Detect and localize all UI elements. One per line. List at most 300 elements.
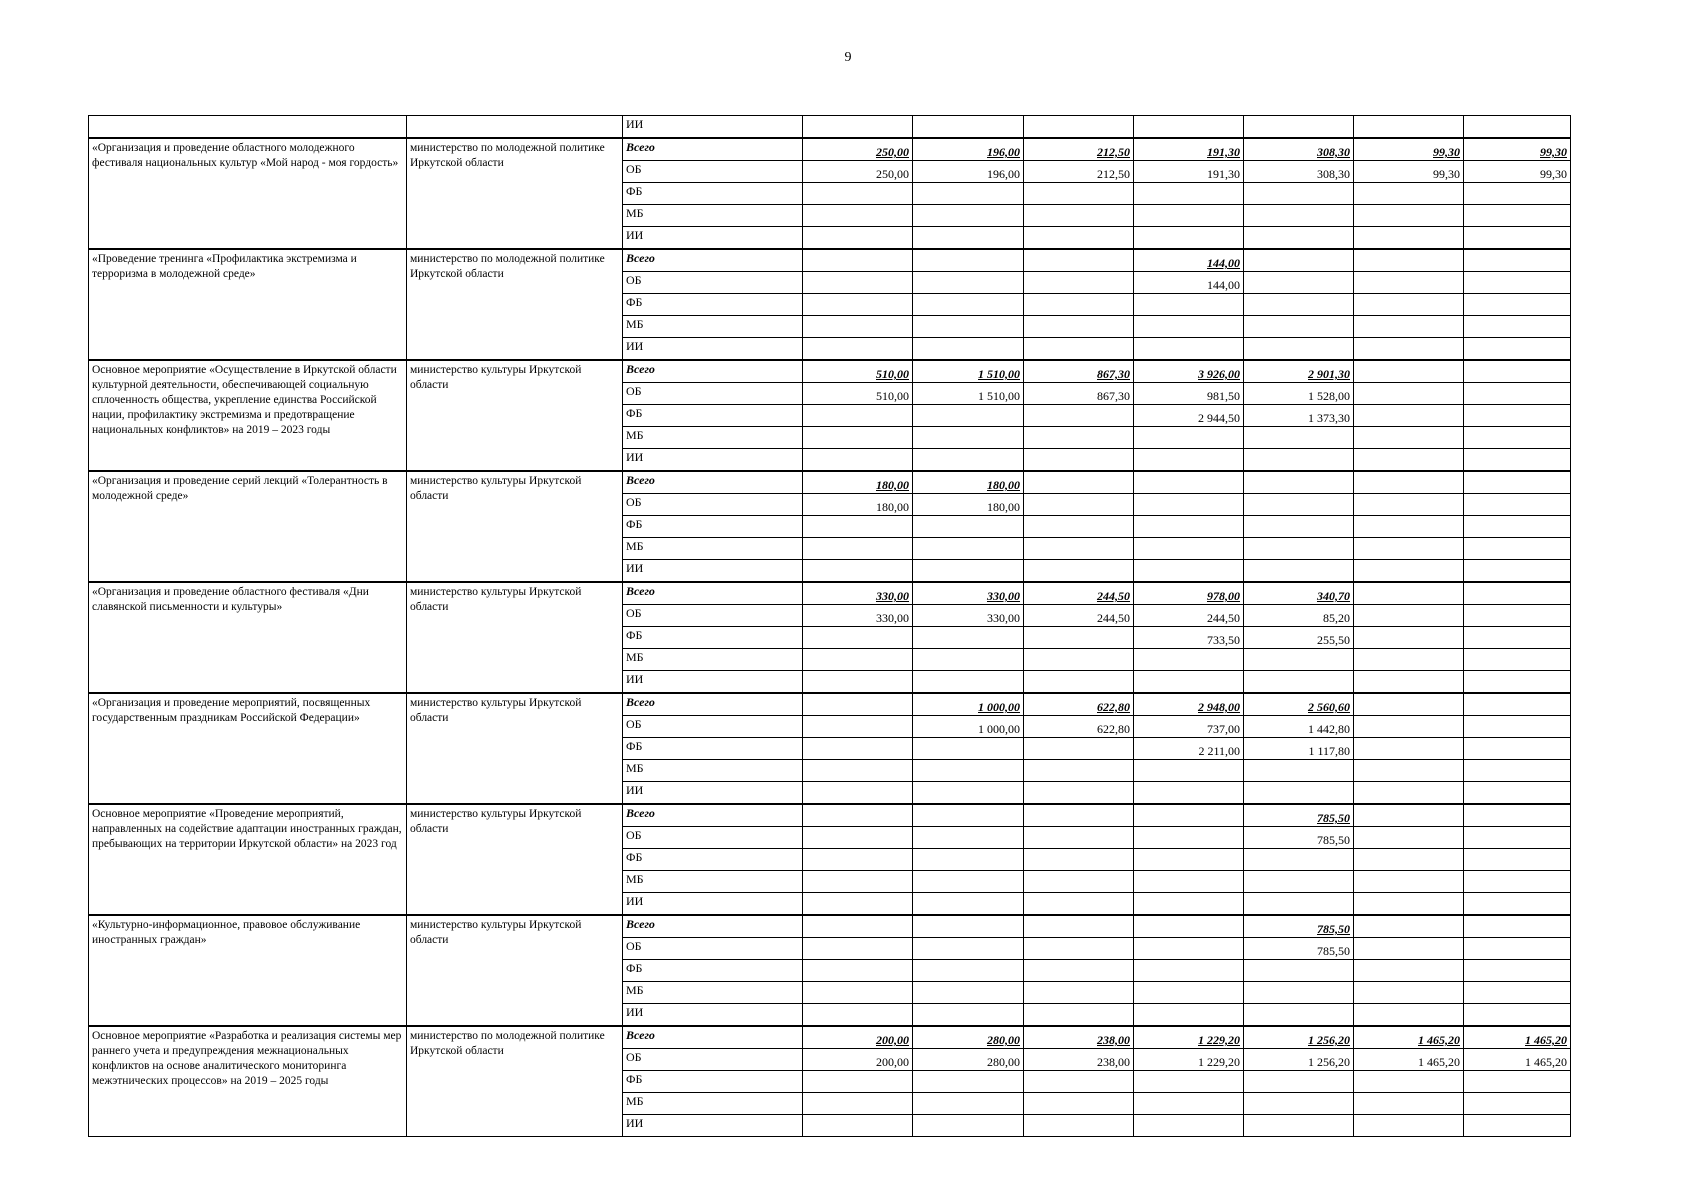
amount-cell (803, 627, 913, 649)
amount-cell (1354, 360, 1464, 383)
amount-cell (1464, 649, 1571, 671)
amount-cell (1024, 227, 1134, 250)
amount-cell: 1 256,20 (1244, 1026, 1354, 1049)
amount-cell (1244, 427, 1354, 449)
amount-cell (913, 405, 1024, 427)
amount-cell: 733,50 (1134, 627, 1244, 649)
amount-cell (1464, 849, 1571, 871)
amount-cell (1464, 1071, 1571, 1093)
amount-cell (1354, 938, 1464, 960)
funding-source-cell: ИИ (623, 338, 803, 361)
table-row (89, 249, 1571, 272)
amount-cell (1024, 804, 1134, 827)
amount-cell (1464, 782, 1571, 805)
amount-cell (803, 272, 913, 294)
amount-cell: 785,50 (1244, 804, 1354, 827)
amount-cell (1464, 804, 1571, 827)
amount-cell (1464, 338, 1571, 361)
amount-cell (913, 960, 1024, 982)
amount-cell (1354, 693, 1464, 716)
amount-cell (1354, 849, 1464, 871)
amount-cell: 180,00 (913, 471, 1024, 494)
amount-cell: 200,00 (803, 1026, 913, 1049)
amount-cell (803, 915, 913, 938)
amount-cell (1354, 760, 1464, 782)
amount-cell: 144,00 (1134, 272, 1244, 294)
amount-cell (1134, 671, 1244, 694)
amount-cell (1464, 449, 1571, 472)
amount-cell: 622,80 (1024, 716, 1134, 738)
funding-source-cell: ИИ (623, 449, 803, 472)
continuation-value-cell (1024, 116, 1134, 139)
amount-cell (913, 893, 1024, 916)
funding-source-cell: ФБ (623, 960, 803, 982)
amount-cell (1354, 982, 1464, 1004)
amount-cell (1134, 938, 1244, 960)
amount-cell (1244, 893, 1354, 916)
amount-cell: 978,00 (1134, 582, 1244, 605)
amount-cell (1464, 294, 1571, 316)
amount-cell (1464, 183, 1571, 205)
amount-cell (1244, 205, 1354, 227)
amount-cell (913, 294, 1024, 316)
amount-cell: 340,70 (1244, 582, 1354, 605)
amount-cell (1244, 227, 1354, 250)
funding-source-cell: Всего (623, 249, 803, 272)
funding-source-cell: МБ (623, 1093, 803, 1115)
amount-cell (803, 871, 913, 893)
amount-cell (1464, 605, 1571, 627)
amount-cell: 510,00 (803, 360, 913, 383)
amount-cell (1134, 205, 1244, 227)
table-row (89, 1026, 1571, 1049)
amount-cell (803, 982, 913, 1004)
funding-source-cell: ИИ (623, 671, 803, 694)
amount-cell: 2 560,60 (1244, 693, 1354, 716)
funding-source-cell: ФБ (623, 516, 803, 538)
amount-cell (1244, 671, 1354, 694)
amount-cell (1354, 227, 1464, 250)
event-title-cell: Основное мероприятие «Проведение мероприятий, направленных на содействие адаптации иностранных граждан, пребывающих на территории Иркутской области» на 2023 год (89, 804, 407, 915)
event-title-cell: «Организация и проведение областного молодежного фестиваля национальных культур «Мой народ - моя гордость» (89, 138, 407, 249)
amount-cell (1354, 205, 1464, 227)
amount-cell: 2 944,50 (1134, 405, 1244, 427)
funding-source-cell: ОБ (623, 1049, 803, 1071)
amount-cell (1464, 671, 1571, 694)
amount-cell (1354, 1093, 1464, 1115)
amount-cell (1134, 560, 1244, 583)
funding-source-cell: МБ (623, 427, 803, 449)
amount-cell (803, 538, 913, 560)
amount-cell (803, 405, 913, 427)
amount-cell (803, 804, 913, 827)
amount-cell (1024, 316, 1134, 338)
funding-source-cell: ФБ (623, 738, 803, 760)
amount-cell (1134, 538, 1244, 560)
amount-cell (1024, 982, 1134, 1004)
amount-cell (1024, 516, 1134, 538)
amount-cell (1464, 1004, 1571, 1027)
amount-cell (1354, 471, 1464, 494)
amount-cell: 1 510,00 (913, 360, 1024, 383)
amount-cell: 330,00 (803, 605, 913, 627)
amount-cell (1354, 627, 1464, 649)
amount-cell (913, 849, 1024, 871)
amount-cell (913, 938, 1024, 960)
executor-cell: министерство культуры Иркутской области (407, 915, 623, 1026)
funding-source-cell: ОБ (623, 494, 803, 516)
amount-cell (1134, 782, 1244, 805)
amount-cell (1134, 849, 1244, 871)
table-row (89, 360, 1571, 383)
amount-cell: 180,00 (803, 471, 913, 494)
amount-cell (1134, 471, 1244, 494)
amount-cell (803, 893, 913, 916)
amount-cell (1024, 471, 1134, 494)
amount-cell: 330,00 (913, 582, 1024, 605)
amount-cell (1134, 494, 1244, 516)
funding-source-cell: ФБ (623, 849, 803, 871)
amount-cell: 1 465,20 (1354, 1026, 1464, 1049)
amount-cell (1024, 405, 1134, 427)
table-row (89, 471, 1571, 494)
amount-cell (913, 671, 1024, 694)
amount-cell (1354, 671, 1464, 694)
amount-cell (1354, 1115, 1464, 1137)
amount-cell (1354, 1004, 1464, 1027)
funding-source-cell: ОБ (623, 716, 803, 738)
continuation-value-cell (1244, 116, 1354, 139)
event-title-cell: «Проведение тренинга «Профилактика экстремизма и терроризма в молодежной среде» (89, 249, 407, 360)
table-row (89, 804, 1571, 827)
amount-cell (1464, 272, 1571, 294)
amount-cell (1354, 893, 1464, 916)
continuation-value-cell (1354, 116, 1464, 139)
amount-cell (1354, 427, 1464, 449)
amount-cell: 180,00 (913, 494, 1024, 516)
funding-source-cell: Всего (623, 582, 803, 605)
amount-cell (913, 782, 1024, 805)
amount-cell (803, 205, 913, 227)
amount-cell (1244, 449, 1354, 472)
amount-cell (803, 716, 913, 738)
amount-cell (1244, 1004, 1354, 1027)
executor-cell: министерство культуры Иркутской области (407, 471, 623, 582)
amount-cell (1464, 427, 1571, 449)
amount-cell (1464, 316, 1571, 338)
amount-cell (1134, 893, 1244, 916)
amount-cell (1354, 294, 1464, 316)
funding-source-cell: ОБ (623, 383, 803, 405)
continuation-executor-cell (407, 116, 623, 139)
amount-cell: 200,00 (803, 1049, 913, 1071)
amount-cell (1464, 982, 1571, 1004)
amount-cell (913, 1071, 1024, 1093)
amount-cell: 785,50 (1244, 827, 1354, 849)
amount-cell: 330,00 (913, 605, 1024, 627)
amount-cell (1464, 205, 1571, 227)
budget-table (88, 115, 1571, 1137)
amount-cell (1024, 960, 1134, 982)
funding-source-cell: Всего (623, 693, 803, 716)
funding-source-cell: МБ (623, 982, 803, 1004)
amount-cell: 244,50 (1024, 605, 1134, 627)
amount-cell (1244, 871, 1354, 893)
funding-source-cell: ФБ (623, 405, 803, 427)
funding-source-cell: Всего (623, 804, 803, 827)
amount-cell (1464, 582, 1571, 605)
amount-cell (1244, 760, 1354, 782)
amount-cell (1464, 915, 1571, 938)
amount-cell: 1 442,80 (1244, 716, 1354, 738)
amount-cell (1464, 893, 1571, 916)
amount-cell (913, 1093, 1024, 1115)
amount-cell (1354, 716, 1464, 738)
amount-cell (913, 183, 1024, 205)
funding-source-cell: МБ (623, 760, 803, 782)
amount-cell (803, 449, 913, 472)
amount-cell (913, 227, 1024, 250)
amount-cell: 99,30 (1464, 138, 1571, 161)
funding-source-cell: МБ (623, 871, 803, 893)
amount-cell (1354, 449, 1464, 472)
funding-source-cell: ФБ (623, 1071, 803, 1093)
amount-cell: 867,30 (1024, 383, 1134, 405)
amount-cell (1244, 1071, 1354, 1093)
amount-cell (913, 538, 1024, 560)
funding-source-cell: Всего (623, 1026, 803, 1049)
amount-cell: 622,80 (1024, 693, 1134, 716)
funding-source-cell: ОБ (623, 938, 803, 960)
amount-cell (1134, 427, 1244, 449)
amount-cell: 196,00 (913, 161, 1024, 183)
table-row (89, 693, 1571, 716)
amount-cell: 785,50 (1244, 915, 1354, 938)
amount-cell: 2 901,30 (1244, 360, 1354, 383)
table-body (89, 116, 1571, 1137)
amount-cell: 1 000,00 (913, 693, 1024, 716)
amount-cell: 255,50 (1244, 627, 1354, 649)
amount-cell (1464, 716, 1571, 738)
amount-cell (1024, 738, 1134, 760)
amount-cell (913, 272, 1024, 294)
amount-cell (1354, 738, 1464, 760)
amount-cell: 99,30 (1354, 138, 1464, 161)
amount-cell (1024, 538, 1134, 560)
event-title-cell: «Культурно-информационное, правовое обслуживание иностранных граждан» (89, 915, 407, 1026)
amount-cell (1354, 272, 1464, 294)
amount-cell (803, 1115, 913, 1137)
amount-cell (1134, 871, 1244, 893)
amount-cell: 212,50 (1024, 138, 1134, 161)
funding-source-cell: Всего (623, 138, 803, 161)
amount-cell (1464, 871, 1571, 893)
funding-source-cell: ИИ (623, 1115, 803, 1137)
amount-cell (1464, 1093, 1571, 1115)
amount-cell (1244, 471, 1354, 494)
amount-cell (1244, 782, 1354, 805)
amount-cell: 244,50 (1024, 582, 1134, 605)
amount-cell (1244, 249, 1354, 272)
amount-cell (803, 1004, 913, 1027)
amount-cell (1244, 649, 1354, 671)
funding-source-cell: ИИ (623, 893, 803, 916)
amount-cell (913, 915, 1024, 938)
amount-cell (1464, 693, 1571, 716)
amount-cell: 785,50 (1244, 938, 1354, 960)
amount-cell (803, 338, 913, 361)
amount-cell (913, 560, 1024, 583)
amount-cell (913, 516, 1024, 538)
event-title-cell: Основное мероприятие «Разработка и реализация системы мер раннего учета и предупреждения межнациональных конфликтов на основе аналитического мониторинга межэтнических процессов» на 2019 – 2025 годы (89, 1026, 407, 1137)
amount-cell (1244, 316, 1354, 338)
continuation-code-cell: ИИ (623, 116, 803, 139)
amount-cell (1244, 538, 1354, 560)
amount-cell: 330,00 (803, 582, 913, 605)
funding-source-cell: ОБ (623, 827, 803, 849)
amount-cell: 981,50 (1134, 383, 1244, 405)
amount-cell (1244, 338, 1354, 361)
amount-cell (1024, 760, 1134, 782)
amount-cell (1024, 1115, 1134, 1137)
amount-cell (1134, 227, 1244, 250)
amount-cell (803, 738, 913, 760)
amount-cell (803, 938, 913, 960)
amount-cell (1464, 738, 1571, 760)
amount-cell: 250,00 (803, 138, 913, 161)
amount-cell (803, 316, 913, 338)
amount-cell (1354, 605, 1464, 627)
executor-cell: министерство по молодежной политике Иркутской области (407, 249, 623, 360)
amount-cell: 2 211,00 (1134, 738, 1244, 760)
amount-cell (1134, 649, 1244, 671)
amount-cell: 1 510,00 (913, 383, 1024, 405)
amount-cell (1464, 1115, 1571, 1137)
amount-cell (913, 627, 1024, 649)
amount-cell: 191,30 (1134, 161, 1244, 183)
amount-cell (803, 560, 913, 583)
amount-cell (1024, 849, 1134, 871)
amount-cell (913, 871, 1024, 893)
amount-cell (1244, 982, 1354, 1004)
amount-cell (1354, 1071, 1464, 1093)
amount-cell: 1 229,20 (1134, 1026, 1244, 1049)
funding-source-cell: ОБ (623, 272, 803, 294)
amount-cell: 510,00 (803, 383, 913, 405)
amount-cell (803, 516, 913, 538)
amount-cell (803, 183, 913, 205)
page-number: 9 (844, 50, 852, 65)
amount-cell (1024, 183, 1134, 205)
amount-cell (1244, 183, 1354, 205)
continuation-value-cell (1464, 116, 1571, 139)
amount-cell: 244,50 (1134, 605, 1244, 627)
amount-cell (1464, 938, 1571, 960)
funding-source-cell: МБ (623, 205, 803, 227)
amount-cell (1464, 471, 1571, 494)
amount-cell (1024, 671, 1134, 694)
amount-cell: 85,20 (1244, 605, 1354, 627)
amount-cell (803, 760, 913, 782)
amount-cell (1464, 227, 1571, 250)
amount-cell: 3 926,00 (1134, 360, 1244, 383)
amount-cell: 280,00 (913, 1049, 1024, 1071)
amount-cell (913, 982, 1024, 1004)
amount-cell: 1 465,20 (1464, 1026, 1571, 1049)
funding-source-cell: МБ (623, 538, 803, 560)
executor-cell: министерство культуры Иркутской области (407, 360, 623, 471)
amount-cell (913, 427, 1024, 449)
amount-cell (1464, 627, 1571, 649)
amount-cell (1134, 294, 1244, 316)
amount-cell (913, 1004, 1024, 1027)
amount-cell (1134, 960, 1244, 982)
amount-cell (913, 205, 1024, 227)
amount-cell: 212,50 (1024, 161, 1134, 183)
amount-cell: 238,00 (1024, 1026, 1134, 1049)
amount-cell (1134, 1115, 1244, 1137)
amount-cell (1024, 494, 1134, 516)
amount-cell: 1 229,20 (1134, 1049, 1244, 1071)
amount-cell (1024, 338, 1134, 361)
amount-cell (1244, 516, 1354, 538)
amount-cell (1024, 1004, 1134, 1027)
amount-cell (1354, 338, 1464, 361)
amount-cell (1464, 538, 1571, 560)
amount-cell (1024, 449, 1134, 472)
amount-cell (1024, 893, 1134, 916)
amount-cell (1354, 560, 1464, 583)
amount-cell (1024, 938, 1134, 960)
amount-cell (1464, 560, 1571, 583)
amount-cell (1354, 827, 1464, 849)
amount-cell (1024, 627, 1134, 649)
amount-cell (1354, 249, 1464, 272)
executor-cell: министерство культуры Иркутской области (407, 804, 623, 915)
continuation-value-cell (913, 116, 1024, 139)
amount-cell (1024, 649, 1134, 671)
amount-cell (1134, 982, 1244, 1004)
amount-cell (1024, 1093, 1134, 1115)
amount-cell (1024, 272, 1134, 294)
amount-cell (1354, 383, 1464, 405)
executor-cell: министерство культуры Иркутской области (407, 582, 623, 693)
event-title-cell: «Организация и проведение серий лекций «Толерантность в молодежной среде» (89, 471, 407, 582)
funding-source-cell: ФБ (623, 627, 803, 649)
amount-cell (1024, 871, 1134, 893)
event-title-cell: Основное мероприятие «Осуществление в Иркутской области культурной деятельности, обеспечивающей социальную сплоченность общества, укрепление единства Российской нации, профилактику экстремизма и предотвращение национальных конфликтов» на 2019 – 2023 годы (89, 360, 407, 471)
amount-cell (1464, 827, 1571, 849)
amount-cell (1024, 427, 1134, 449)
amount-cell (1134, 183, 1244, 205)
funding-source-cell: ФБ (623, 183, 803, 205)
funding-source-cell: ИИ (623, 560, 803, 583)
executor-cell: министерство по молодежной политике Иркутской области (407, 1026, 623, 1137)
amount-cell (1354, 538, 1464, 560)
funding-source-cell: Всего (623, 471, 803, 494)
amount-cell (1354, 405, 1464, 427)
amount-cell (1134, 449, 1244, 472)
amount-cell: 1 000,00 (913, 716, 1024, 738)
funding-source-cell: ОБ (623, 605, 803, 627)
amount-cell (1354, 316, 1464, 338)
amount-cell: 308,30 (1244, 138, 1354, 161)
amount-cell (1354, 516, 1464, 538)
amount-cell (1134, 804, 1244, 827)
amount-cell (1354, 582, 1464, 605)
amount-cell (1134, 827, 1244, 849)
amount-cell (1134, 1093, 1244, 1115)
